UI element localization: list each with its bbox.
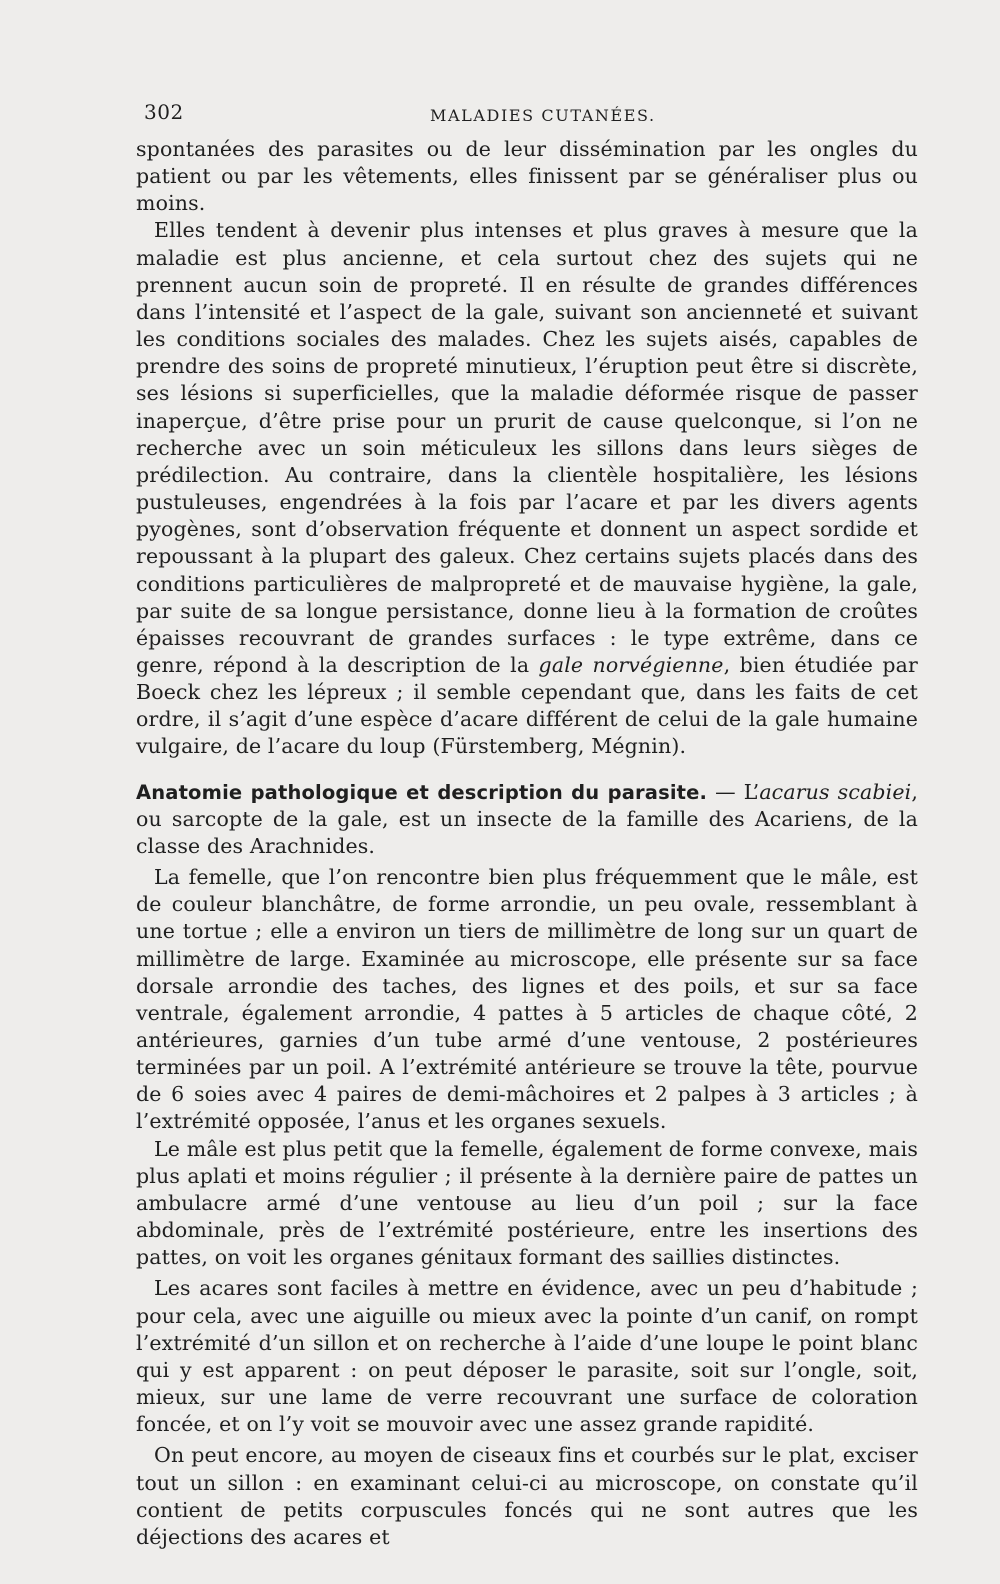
paragraph-text: , ou sarcopte de la gale, est un insecte de la famille des Acariens, de la classe des Arachnides. — [136, 779, 918, 858]
paragraph-text: On peut encore, au moyen de ciseaux fins et courbés sur le plat, exciser tout un sillon : en examinant celui-ci au microscope, on constate qu’il contient de petits corpuscules foncés qui ne sont autres que les déjections des acares et — [136, 1443, 918, 1549]
running-head: MALADIES CUTANÉES. — [430, 106, 656, 125]
paragraph-excision — [136, 1442, 918, 1551]
section-heading: Anatomie pathologique et description du parasite. — [136, 780, 708, 804]
paragraph-text: spontanées des parasites ou de leur dissémination par les ongles du patient ou par les vêtements, elles finissent par se généraliser plus ou moins. — [136, 137, 918, 216]
body-text — [136, 136, 918, 1551]
paragraph-text: , bien étudiée par Boeck chez les lépreux ; il semble cependant que, dans les faits de cet ordre, il s’agit d’une espèce d’acare différent de celui de la gale humaine vulgaire, de l’acare du loup (Fürstemberg, Mégnin). — [136, 652, 919, 759]
heading-dash: — L’ — [707, 779, 760, 804]
paragraph-continuation — [136, 136, 918, 217]
paragraph-detection — [136, 1275, 918, 1438]
italic-term: acarus scabiei — [759, 779, 912, 804]
paragraph-anatomy — [136, 779, 918, 860]
paragraph-severity — [136, 217, 918, 760]
italic-term: gale norvégienne — [538, 652, 724, 677]
page-header — [144, 100, 904, 130]
paragraph-text: Le mâle est plus petit que la femelle, également de forme convexe, mais plus aplati et moins régulier ; il présente à la dernière paire de pattes un ambulacre armé d’une ventouse au lieu d’un poil ; sur la face abdominale, près de l’extrémité postérieure, entre les insertions des pattes, on voit les organes génitaux formant des saillies distinctes. — [136, 1136, 918, 1270]
paragraph-male — [136, 1136, 918, 1272]
paragraph-text: Les acares sont faciles à mettre en évidence, avec un peu d’habitude ; pour cela, avec une aiguille ou mieux avec la pointe d’un canif, on rompt l’extrémité d’un sillon et on recherche à l’aide d’une loupe le point blanc qui y est apparent : on peut déposer le parasite, soit sur l’ongle, soit, mieux, sur une lame de verre recouvrant une surface de coloration foncée, et on l’y voit se mouvoir avec une assez grande rapidité. — [136, 1276, 918, 1437]
paragraph-text: Elles tendent à devenir plus intenses et plus graves à mesure que la maladie est plus ancienne, et cela surtout chez des sujets qui ne prennent aucun soin de propreté. Il en résulte de grandes différences dans l’intensité et l’aspect de la gale, suivant son ancienneté et suivant les conditions sociales des malades. Chez les sujets aisés, capables de prendre des soins de propreté minutieux, l’éruption peut être si discrète, ses lésions si superficielles, que la maladie déformée risque de passer inaperçue, d’être prise pour un prurit de cause quelconque, si l’on ne recherche avec un soin méticuleux les sillons dans leurs sièges de prédilection. Au contraire, dans la clientèle hospitalière, les lésions pustuleuses, engendrées à la fois par l’acare et par les divers agents pyogènes, sont d’observation fréquente et donnent un aspect sordide et repoussant à la plupart des galeux. Chez certains sujets placés dans des conditions particulières de malpropreté et de mauvaise hygiène, la gale, par suite de sa longue persistance, donne lieu à la formation de croûtes épaisses recouvrant de grandes surfaces : le type extrême, dans ce genre, répond à la description de la — [136, 218, 918, 677]
paragraph-female — [136, 864, 918, 1136]
page-number: 302 — [144, 100, 184, 124]
paragraph-text: La femelle, que l’on rencontre bien plus fréquemment que le mâle, est de couleur blanchâtre, de forme arrondie, un peu ovale, ressemblant à une tortue ; elle a environ un tiers de millimètre de long sur un quart de millimètre de large. Examinée au microscope, elle présente sur sa face dorsale arrondie des taches, des lignes et des poils, et sur sa face ventrale, également arrondie, 4 pattes à 5 articles de chaque côté, 2 antérieures, garnies d’un tube armé d’une ventouse, 2 postérieures terminées par un poil. A l’extrémité antérieure se trouve la tête, pourvue de 6 soies avec 4 paires de demi-mâchoires et 2 palpes à 3 articles ; à l’extrémité opposée, l’anus et les organes sexuels. — [136, 865, 918, 1134]
